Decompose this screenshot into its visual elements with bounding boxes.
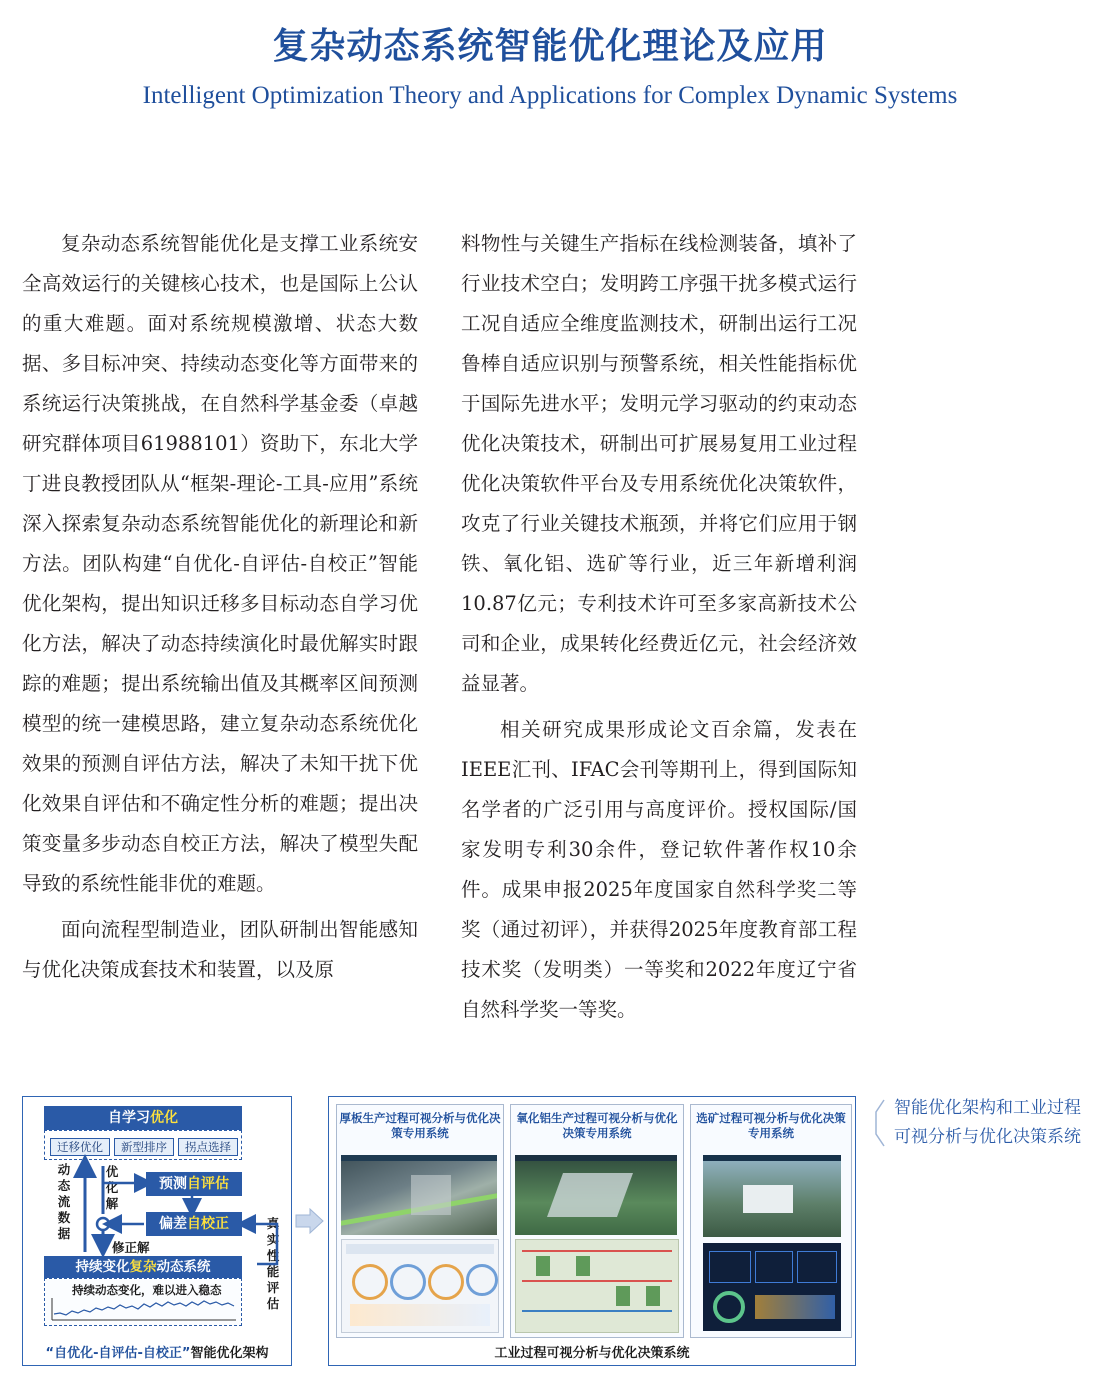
paragraph: 面向流程型制造业，团队研制出智能感知与优化决策成套技术和装置，以及原 [22, 918, 418, 981]
panel-title: 选矿过程可视分析与优化决策专用系统 [696, 1111, 846, 1140]
method-chip: 拐点选择 [178, 1138, 238, 1156]
bar-label: 偏差 [159, 1216, 187, 1232]
paragraph: 相关研究成果形成论文百余篇，发表在IEEE汇刊、IFAC会刊等期刊上，得到国际知名学者的广泛引用与高度评价。授权国际/国家发明专利30余件，登记软件著作权10余件。成果申报2025年度国家自然科学奖二等奖（通过初评），并获得2025年度教育部工程技术奖（发明类）一等奖和2022年度辽宁省自然科学奖一等奖。 [461, 718, 857, 1021]
method-chip: 迁移优化 [50, 1138, 110, 1156]
text-column-right [461, 224, 857, 1030]
side-caption-line: 可视分析与优化决策系统 [894, 1127, 1081, 1147]
bar-label: 预测 [159, 1176, 187, 1192]
page-title: 复杂动态系统智能优化理论及应用 [272, 26, 828, 67]
panel-mineral-processing-system [690, 1104, 852, 1338]
screenshot-monitoring-screen [703, 1243, 841, 1331]
panel-title: 厚板生产过程可视分析与优化决策专用系统 [339, 1111, 501, 1140]
page-subtitle: Intelligent Optimization Theory and Applications for Complex Dynamic Systems [142, 82, 958, 109]
screenshot-process-flow [515, 1239, 679, 1333]
real-performance-eval-label: 真实性能评估 [266, 1216, 280, 1311]
dynamic-change-text: 持续动态变化，难以进入稳态 [72, 1283, 222, 1297]
screenshot-mine-site [703, 1155, 841, 1237]
caption-bracket-icon [872, 1098, 886, 1148]
screenshot-analytics-dashboard [341, 1239, 499, 1333]
screenshot-3d-plant [341, 1155, 497, 1235]
method-chip: 新型排序 [114, 1138, 174, 1156]
bar-label-highlight: 自评估 [187, 1176, 229, 1192]
bar-label-highlight: 优化 [150, 1110, 178, 1126]
panel-heavy-plate-system [336, 1104, 504, 1338]
dynamic-curve [46, 1280, 240, 1324]
panel-title: 氧化铝生产过程可视分析与优化决策专用系统 [516, 1111, 678, 1140]
bar-label: 持续变化 [75, 1259, 130, 1275]
continuously-changing-system-bar [44, 1256, 242, 1278]
optimal-solution-label: 优化解 [105, 1164, 119, 1211]
bar-label: 自学习 [108, 1110, 150, 1126]
bar-label-highlight: 自校正 [187, 1216, 229, 1232]
screenshot-3d-alumina-plant [515, 1155, 677, 1235]
architecture-caption [30, 1342, 284, 1361]
corrected-solution-label: 修正解 [112, 1240, 150, 1255]
bar-label: 动态系统 [156, 1259, 211, 1275]
paragraph: 料物性与关键生产指标在线检测装备，填补了行业技术空白；发明跨工序强干扰多模式运行工况自适应全维度监测技术，研制出运行工况鲁棒自适应识别与预警系统，相关性能指标优于国际先进水平；发明元学习驱动的约束动态优化决策技术，研制出可扩展易复用工业过程优化决策软件平台及专用系统优化决策软件，攻克了行业关键技术瓶颈，并将它们应用于钢铁、氧化铝、选矿等行业，近三年新增利润10.87亿元；专利技术许可至多家高新技术公司和企业，成果转化经费近亿元，社会经济效益显著。 [461, 232, 857, 695]
side-caption-line: 智能优化架构和工业过程 [894, 1098, 1081, 1118]
paragraph: 复杂动态系统智能优化是支撑工业系统安全高效运行的关键核心技术，也是国际上公认的重大难题。面对系统规模激增、状态大数据、多目标冲突、持续动态变化等方面带来的系统运行决策挑战，在自然科学基金委（卓越研究群体项目61988101）资助下，东北大学丁进良教授团队从“框架-理论-工具-应用”系统深入探索复杂动态系统智能优化的新理论和新方法。团队构建“自优化-自评估-自校正”智能优化架构，提出知识迁移多目标动态自学习优化方法，解决了动态持续演化时最优解实时跟踪的难题；提出系统输出值及其概率区间预测模型的统一建模思路，建立复杂动态系统优化效果的预测自评估方法，解决了未知干扰下优化效果自评估和不确定性分析的难题；提出决策变量多步动态自校正方法，解决了模型失配导致的系统性能非优的难题。 [22, 232, 418, 895]
caption-highlight: “自优化-自评估-自校正” [45, 1346, 191, 1361]
caption-text: 智能优化架构 [190, 1346, 269, 1361]
systems-caption: 工业过程可视分析与优化决策系统 [494, 1346, 690, 1361]
figure-side-caption [894, 1094, 1081, 1152]
bar-label-highlight: 复杂 [129, 1259, 157, 1275]
panel-alumina-system [510, 1104, 684, 1338]
dynamic-stream-data-label: 动态流数据 [57, 1162, 71, 1241]
text-column-left [22, 224, 418, 990]
flow-arrow-icon [294, 1206, 326, 1236]
